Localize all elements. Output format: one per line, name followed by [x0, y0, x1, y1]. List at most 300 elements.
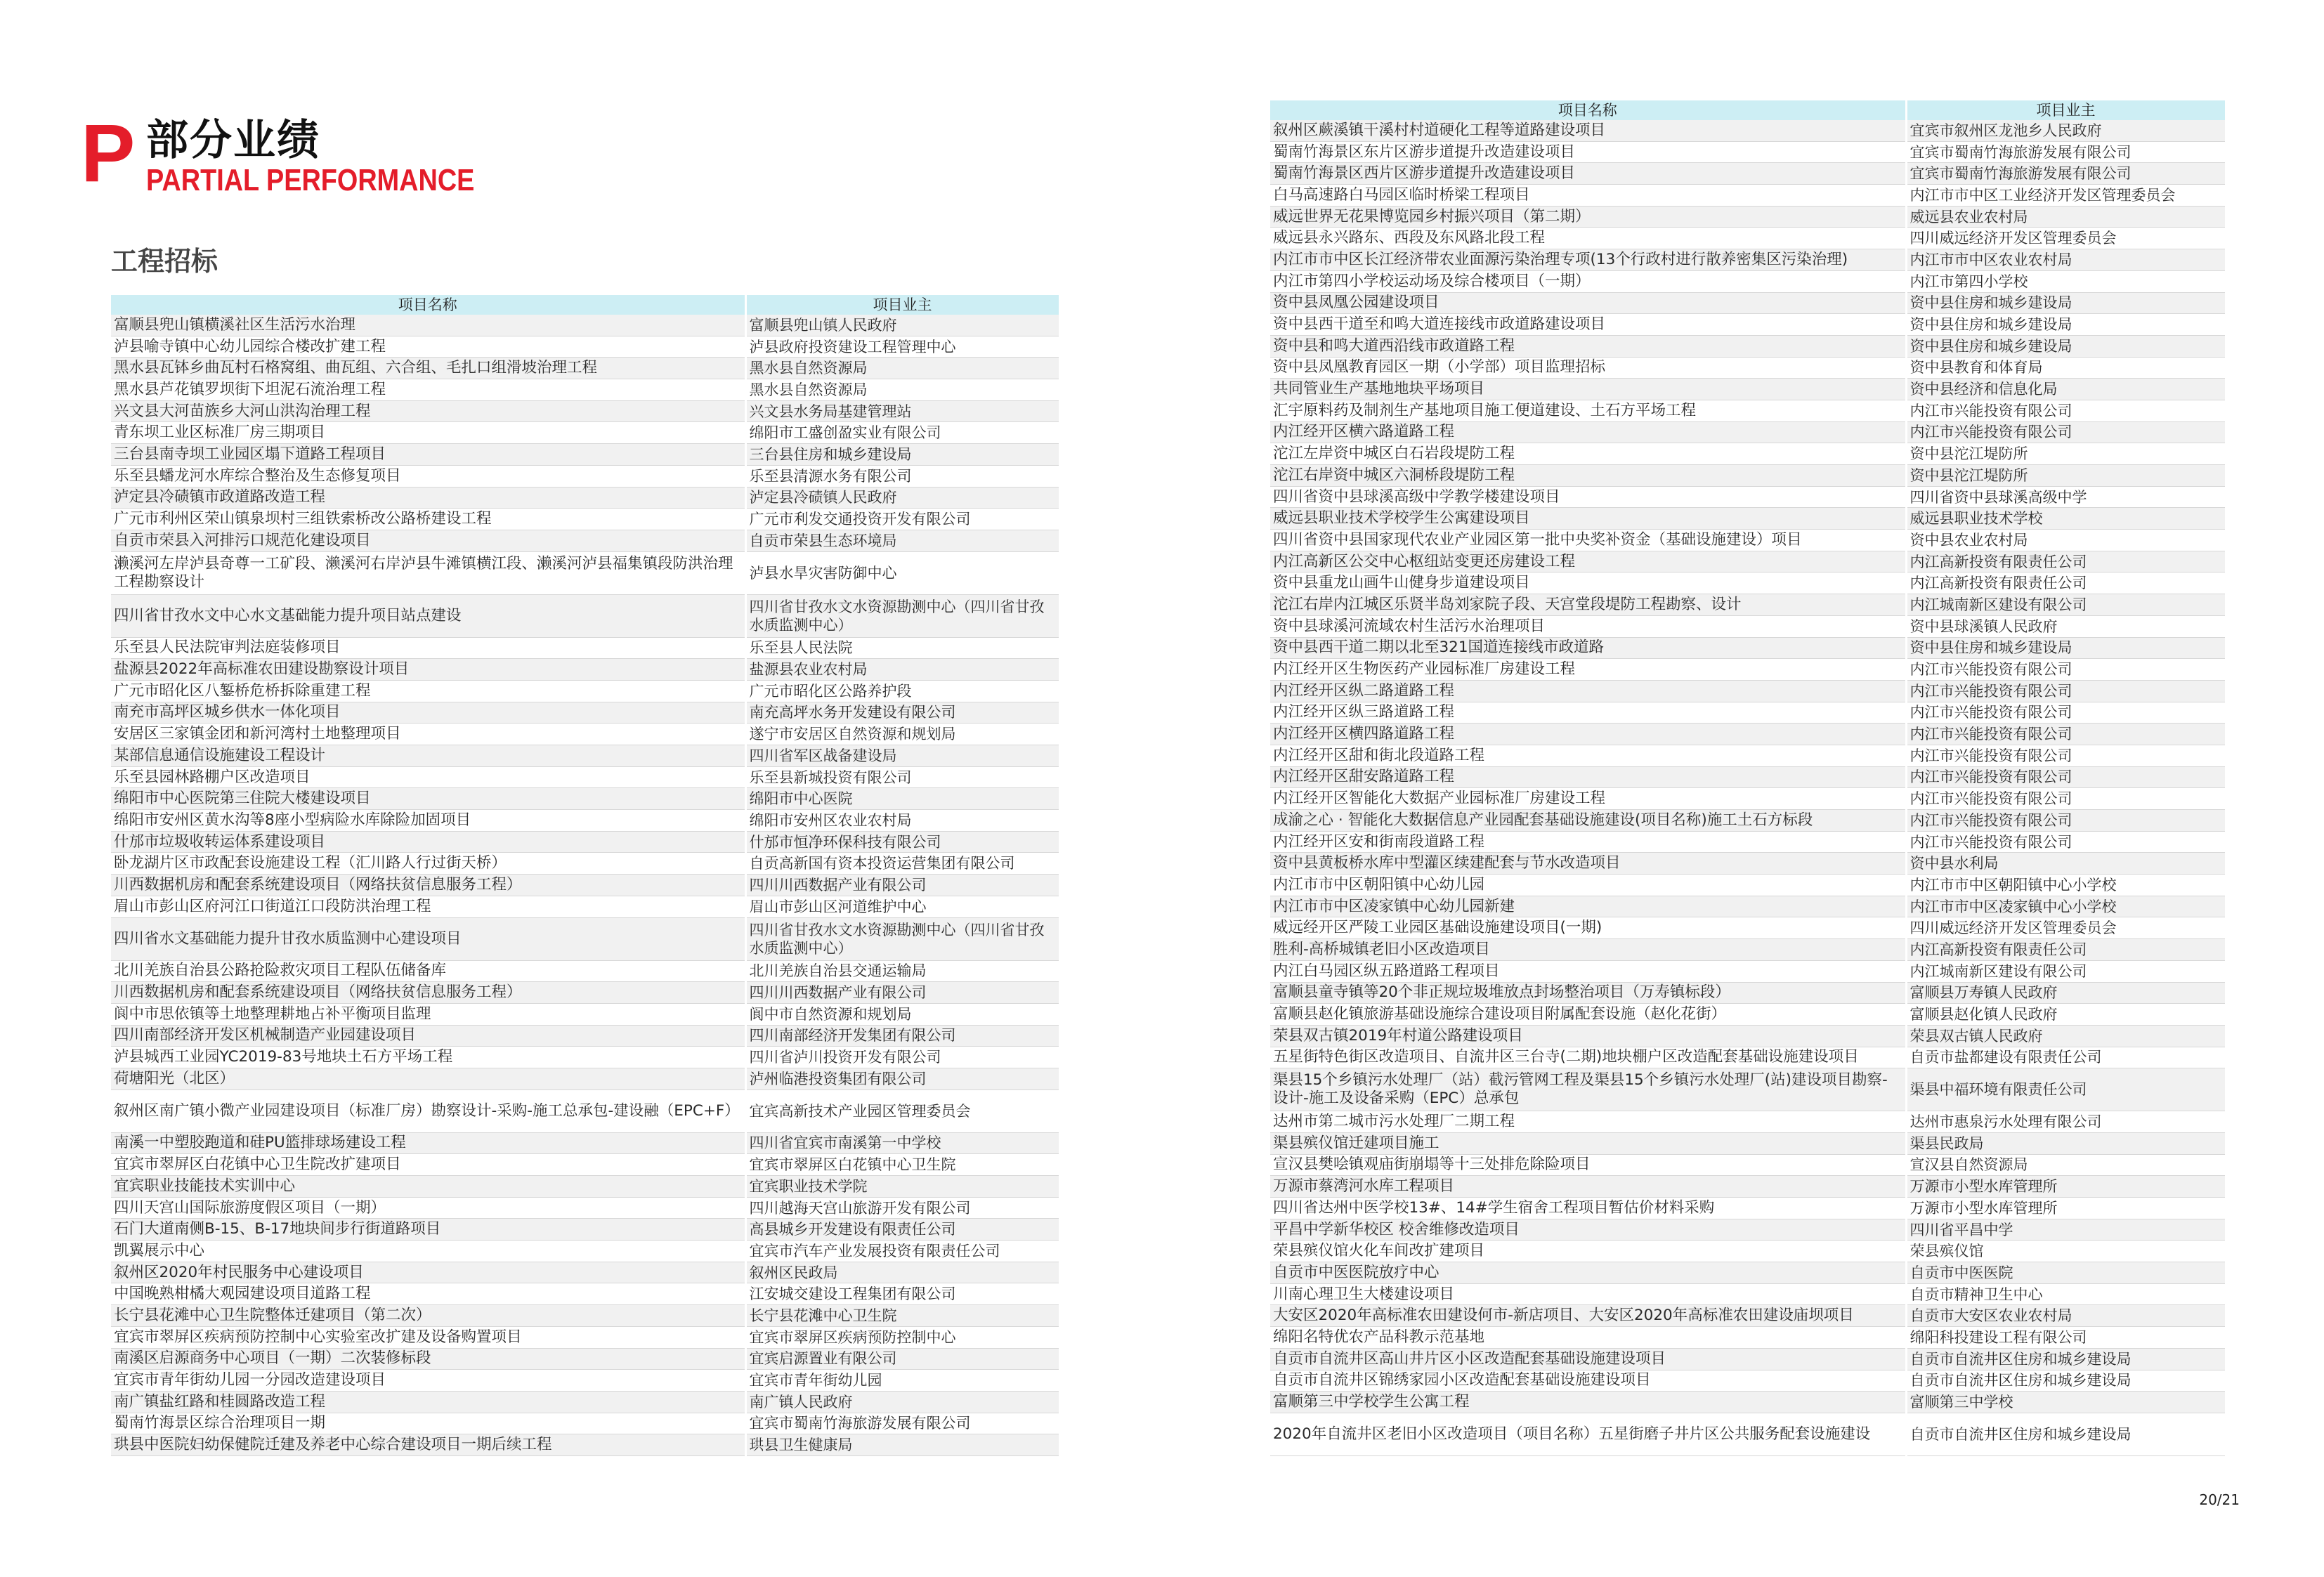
left-table-body: [111, 315, 1059, 1455]
project-name-cell: 自贡市自流井区高山井片区小区改造配套基础设施建设项目: [1270, 1348, 1906, 1370]
project-name-cell: 三台县南寺坝工业园区塌下道路工程项目: [111, 444, 745, 466]
project-name-cell: 沱江右岸内江城区乐贤半岛刘家院子段、天宫堂段堤防工程勘察、设计: [1270, 594, 1906, 616]
project-name-cell: 宜宾市翠屏区白花镇中心卫生院改扩建项目: [111, 1154, 745, 1176]
table-row: [111, 1089, 1059, 1132]
table-row: [111, 422, 1059, 444]
project-name-cell: 沱江右岸资中城区六洞桥段堤防工程: [1270, 465, 1906, 487]
project-owner-cell: 自贡市荣县生态环境局: [745, 530, 1059, 551]
page-number: 20/21: [2199, 1491, 2240, 1508]
project-name-cell: 自贡市荣县入河排污口规范化建设项目: [111, 530, 745, 551]
right-performance-table: [1270, 100, 2227, 1456]
project-owner-cell: 宜宾市翠屏区白花镇中心卫生院: [745, 1154, 1059, 1176]
table-row: [111, 1283, 1059, 1305]
table-row: [1270, 163, 2226, 185]
table-row: [1270, 594, 2226, 616]
project-owner-cell: 兴文县水务局基建管理站: [745, 400, 1059, 422]
project-owner-cell: 宜宾启源置业有限公司: [745, 1348, 1059, 1370]
project-name-cell: 南溪区启源商务中心项目（一期）二次装修标段: [111, 1348, 745, 1370]
table-row: [1270, 1004, 2226, 1026]
table-row: [1270, 766, 2226, 788]
project-name-cell: 宜宾职业技能技术实训中心: [111, 1176, 745, 1198]
project-owner-cell: 内江市兴能投资有限公司: [1906, 680, 2226, 702]
project-name-cell: 荷塘阳光（北区）: [111, 1068, 745, 1089]
table-row: [111, 896, 1059, 917]
project-owner-cell: 南充高坪水务开发建设有限公司: [745, 702, 1059, 724]
project-name-cell: 川西数据机房和配套系统建设项目（网络扶贫信息服务工程）: [111, 875, 745, 896]
table-row: [111, 875, 1059, 896]
table-row: [1270, 724, 2226, 745]
project-name-cell: 某部信息通信设施建设工程设计: [111, 745, 745, 767]
project-owner-cell: 四川越海天宫山旅游开发有限公司: [745, 1197, 1059, 1219]
table-row: [111, 465, 1059, 487]
project-name-cell: 绵阳名特优农产品科教示范基地: [1270, 1327, 1906, 1349]
project-name-cell: 内江市第四小学校运动场及综合楼项目（一期）: [1270, 270, 1906, 292]
table-row: [1270, 1283, 2226, 1305]
table-row: [1270, 1327, 2226, 1349]
project-name-cell: 内江市市中区凌家镇中心幼儿园新建: [1270, 896, 1906, 917]
project-name-cell: 泸定县冷碛镇市政道路改造工程: [111, 487, 745, 509]
project-name-cell: 四川南部经济开发区机械制造产业园建设项目: [111, 1025, 745, 1047]
table-row: [111, 315, 1059, 336]
table-header-row: [1270, 100, 2226, 120]
project-name-cell: 富顺县童寺镇等20个非正规垃圾堆放点封场整治项目（万寿镇标段）: [1270, 982, 1906, 1004]
project-name-cell: 四川省资中县球溪高级中学教学楼建设项目: [1270, 486, 1906, 508]
project-owner-cell: 内江市兴能投资有限公司: [1906, 724, 2226, 745]
project-name-cell: 盐源县2022年高标准农田建设勘察设计项目: [111, 659, 745, 681]
project-name-cell: 卧龙湖片区市政配套设施建设工程（汇川路人行过街天桥）: [111, 853, 745, 875]
project-owner-cell: 北川羌族自治县交通运输局: [745, 960, 1059, 982]
project-owner-cell: 自贡市中医医院: [1906, 1262, 2226, 1284]
table-row: [1270, 1047, 2226, 1068]
table-row: [1270, 1198, 2226, 1219]
table-row: [1270, 292, 2226, 314]
project-name-cell: 兴文县大河苗族乡大河山洪沟治理工程: [111, 400, 745, 422]
project-name-cell: 广元市利州区荣山镇泉坝村三组铁索桥改公路桥建设工程: [111, 509, 745, 530]
project-owner-cell: 四川川西数据产业有限公司: [745, 875, 1059, 896]
table-row: [111, 379, 1059, 401]
table-row: [111, 509, 1059, 530]
table-row: [1270, 1348, 2226, 1370]
project-owner-cell: 四川省资中县球溪高级中学: [1906, 486, 2226, 508]
table-row: [1270, 960, 2226, 982]
project-owner-cell: 宜宾市青年街幼儿园: [745, 1370, 1059, 1392]
project-owner-cell: 内江市第四小学校: [1906, 270, 2226, 292]
project-owner-cell: 宜宾职业技术学院: [745, 1176, 1059, 1198]
project-owner-cell: 绵阳科投建设工程有限公司: [1906, 1327, 2226, 1349]
table-row: [1270, 1219, 2226, 1241]
project-name-cell: 威远县职业技术学校学生公寓建设项目: [1270, 508, 1906, 530]
table-row: [1270, 335, 2226, 357]
project-owner-cell: 自贡高新国有资本投资运营集团有限公司: [745, 853, 1059, 875]
project-name-cell: 资中县重龙山画牛山健身步道建设项目: [1270, 572, 1906, 594]
section-title: 工程招标: [111, 246, 218, 277]
project-name-cell: 南广镇盐红路和桂圆路改造工程: [111, 1391, 745, 1413]
project-owner-cell: 四川南部经济开发集团有限公司: [745, 1025, 1059, 1047]
project-name-cell: 叙州区蕨溪镇干溪村村道硬化工程等道路建设项目: [1270, 120, 1906, 141]
table-row: [111, 724, 1059, 745]
project-owner-cell: 乐至县清源水务有限公司: [745, 465, 1059, 487]
project-owner-cell: 资中县经济和信息化局: [1906, 379, 2226, 400]
column-header-project-owner: 项目业主: [745, 295, 1059, 315]
table-row: [111, 982, 1059, 1004]
table-row: [1270, 1392, 2226, 1413]
project-owner-cell: 内江高新投资有限责任公司: [1906, 572, 2226, 594]
table-row: [111, 1241, 1059, 1262]
project-name-cell: 中国晚熟柑橘大观园建设项目道路工程: [111, 1283, 745, 1305]
project-name-cell: 内江经开区甜安路道路工程: [1270, 766, 1906, 788]
project-name-cell: 内江经开区纵三路道路工程: [1270, 702, 1906, 724]
project-owner-cell: 资中县教育和体育局: [1906, 357, 2226, 379]
project-owner-cell: 乐至县人民法院: [745, 637, 1059, 659]
table-row: [1270, 1370, 2226, 1392]
project-owner-cell: 四川省宜宾市南溪第一中学校: [745, 1132, 1059, 1154]
project-owner-cell: 万源市小型水库管理所: [1906, 1176, 2226, 1198]
project-owner-cell: 万源市小型水库管理所: [1906, 1198, 2226, 1219]
project-name-cell: 富顺第三中学校学生公寓工程: [1270, 1392, 1906, 1413]
project-owner-cell: 荣县双古镇人民政府: [1906, 1025, 2226, 1047]
table-row: [1270, 228, 2226, 249]
table-row: [111, 1434, 1059, 1456]
table-row: [111, 1413, 1059, 1434]
project-name-cell: 北川羌族自治县公路抢险救灾项目工程队伍储备库: [111, 960, 745, 982]
table-row: [111, 1025, 1059, 1047]
project-owner-cell: 资中县住房和城乡建设局: [1906, 637, 2226, 659]
project-name-cell: 威远世界无花果博览园乡村振兴项目（第二期）: [1270, 206, 1906, 228]
table-row: [111, 1047, 1059, 1068]
project-name-cell: 内江经开区智能化大数据产业园标准厂房建设工程: [1270, 788, 1906, 810]
project-name-cell: 眉山市彭山区府河江口街道江口段防洪治理工程: [111, 896, 745, 917]
project-owner-cell: 宜宾市蜀南竹海旅游发展有限公司: [745, 1413, 1059, 1434]
project-name-cell: 2020年自流井区老旧小区改造项目（项目名称）五星街磨子井片区公共服务配套设施建设: [1270, 1413, 1906, 1455]
project-name-cell: 内江经开区甜和街北段道路工程: [1270, 745, 1906, 766]
page-title-en: PARTIAL PERFORMANCE: [146, 163, 475, 197]
table-row: [111, 1326, 1059, 1348]
project-owner-cell: 四川川西数据产业有限公司: [745, 982, 1059, 1004]
table-row: [111, 702, 1059, 724]
project-owner-cell: 富顺县万寿镇人民政府: [1906, 982, 2226, 1004]
project-name-cell: 资中县西干道二期以北至321国道连接线市政道路: [1270, 637, 1906, 659]
table-row: [111, 1262, 1059, 1283]
project-name-cell: 内江经开区安和街南段道路工程: [1270, 831, 1906, 853]
project-owner-cell: 盐源县农业农村局: [745, 659, 1059, 681]
table-row: [1270, 206, 2226, 228]
table-row: [1270, 745, 2226, 766]
project-name-cell: 资中县凤凰公园建设项目: [1270, 292, 1906, 314]
table-row: [111, 810, 1059, 832]
table-row: [1270, 615, 2226, 637]
project-name-cell: 内江市市中区长江经济带农业面源污染治理专项(13个行政村进行散养密集区污染治理): [1270, 249, 1906, 271]
project-owner-cell: 四川省甘孜水文水资源勘测中心（四川省甘孜水质监测中心）: [745, 917, 1059, 960]
table-row: [111, 1391, 1059, 1413]
project-name-cell: 威远县永兴路东、西段及东风路北段工程: [1270, 228, 1906, 249]
project-name-cell: 乐至县蟠龙河水库综合整治及生态修复项目: [111, 465, 745, 487]
project-owner-cell: 渠县民政局: [1906, 1132, 2226, 1154]
project-owner-cell: 内江市兴能投资有限公司: [1906, 421, 2226, 443]
project-name-cell: 绵阳市安州区黄水沟等8座小型病险水库除险加固项目: [111, 810, 745, 832]
table-row: [1270, 853, 2226, 875]
project-name-cell: 长宁县花滩中心卫生院整体迁建项目（第二次）: [111, 1305, 745, 1327]
table-row: [1270, 1154, 2226, 1176]
project-owner-cell: 阆中市自然资源和规划局: [745, 1003, 1059, 1025]
project-owner-cell: 什邡市恒净环保科技有限公司: [745, 831, 1059, 853]
page-title-cn: 部分业绩: [146, 116, 320, 165]
project-owner-cell: 三台县住房和城乡建设局: [745, 444, 1059, 466]
table-row: [1270, 1025, 2226, 1047]
project-name-cell: 四川省甘孜水文中心水文基础能力提升项目站点建设: [111, 594, 745, 637]
project-name-cell: 威远经开区严陵工业园区基础设施建设项目(一期): [1270, 917, 1906, 939]
table-row: [111, 1197, 1059, 1219]
project-name-cell: 内江市市中区朝阳镇中心幼儿园: [1270, 875, 1906, 896]
project-name-cell: 南充市高坪区城乡供水一体化项目: [111, 702, 745, 724]
project-owner-cell: 内江高新投资有限责任公司: [1906, 551, 2226, 572]
project-name-cell: 濑溪河左岸泸县奇尊一工矿段、濑溪河右岸泸县牛滩镇横江段、濑溪河泸县福集镇段防洪治理工程勘察设计: [111, 551, 745, 594]
table-row: [111, 831, 1059, 853]
table-row: [1270, 185, 2226, 207]
table-row: [111, 530, 1059, 551]
project-name-cell: 渠县15个乡镇污水处理厂（站）截污管网工程及渠县15个乡镇污水处理厂(站)建设项目勘察-设计-施工及设备采购（EPC）总承包: [1270, 1068, 1906, 1111]
project-owner-cell: 达州市惠泉污水处理有限公司: [1906, 1111, 2226, 1133]
project-name-cell: 叙州区南广镇小微产业园建设项目（标准厂房）勘察设计-采购-施工总承包-建设融（EPC+F）: [111, 1089, 745, 1132]
project-name-cell: 自贡市中医医院放疗中心: [1270, 1262, 1906, 1284]
table-row: [1270, 875, 2226, 896]
project-owner-cell: 泸县政府投资建设工程管理中心: [745, 336, 1059, 358]
table-row: [111, 1154, 1059, 1176]
project-owner-cell: 广元市利发交通投资开发有限公司: [745, 509, 1059, 530]
project-name-cell: 汇宇原料药及制剂生产基地项目施工便道建设、土石方平场工程: [1270, 400, 1906, 421]
project-name-cell: 叙州区2020年村民服务中心建设项目: [111, 1262, 745, 1283]
column-header-project-name: 项目名称: [111, 295, 745, 315]
project-name-cell: 内江经开区横六路道路工程: [1270, 421, 1906, 443]
project-owner-cell: 威远县农业农村局: [1906, 206, 2226, 228]
table-row: [1270, 1241, 2226, 1262]
project-owner-cell: 乐至县新城投资有限公司: [745, 766, 1059, 788]
project-owner-cell: 荣县殡仪馆: [1906, 1241, 2226, 1262]
table-row: [111, 1132, 1059, 1154]
project-name-cell: 宣汉县樊哙镇观庙街崩塌等十三处排危除险项目: [1270, 1154, 1906, 1176]
left-performance-table: [111, 295, 1061, 1456]
project-owner-cell: 富顺县赵化镇人民政府: [1906, 1004, 2226, 1026]
table-row: [111, 336, 1059, 358]
project-name-cell: 内江经开区纵二路道路工程: [1270, 680, 1906, 702]
project-name-cell: 川南心理卫生大楼建设项目: [1270, 1283, 1906, 1305]
project-owner-cell: 内江市兴能投资有限公司: [1906, 745, 2226, 766]
project-name-cell: 泸县城西工业园YC2019-83号地块土石方平场工程: [111, 1047, 745, 1068]
project-name-cell: 阆中市思依镇等土地整理耕地占补平衡项目监理: [111, 1003, 745, 1025]
project-owner-cell: 自贡市自流井区住房和城乡建设局: [1906, 1370, 2226, 1392]
project-owner-cell: 自贡市自流井区住房和城乡建设局: [1906, 1348, 2226, 1370]
table-row: [111, 853, 1059, 875]
project-name-cell: 荣县双古镇2019年村道公路建设项目: [1270, 1025, 1906, 1047]
project-owner-cell: 资中县球溪镇人民政府: [1906, 615, 2226, 637]
project-name-cell: 蜀南竹海景区东片区游步道提升改造建设项目: [1270, 141, 1906, 163]
project-name-cell: 凯翼展示中心: [111, 1241, 745, 1262]
project-owner-cell: 内江市兴能投资有限公司: [1906, 810, 2226, 832]
project-name-cell: 蜀南竹海景区综合治理项目一期: [111, 1413, 745, 1434]
project-owner-cell: 内江市兴能投资有限公司: [1906, 766, 2226, 788]
project-name-cell: 大安区2020年高标准农田建设何市-新店项目、大安区2020年高标准农田建设庙坝项目: [1270, 1305, 1906, 1327]
table-row: [1270, 551, 2226, 572]
project-name-cell: 自贡市自流井区锦绣家园小区改造配套基础设施建设项目: [1270, 1370, 1906, 1392]
project-owner-cell: 宜宾市翠屏区疾病预防控制中心: [745, 1326, 1059, 1348]
project-owner-cell: 内江市市中区农业农村局: [1906, 249, 2226, 271]
project-owner-cell: 内江市兴能投资有限公司: [1906, 659, 2226, 681]
project-owner-cell: 内江市兴能投资有限公司: [1906, 788, 2226, 810]
project-name-cell: 内江高新区公交中心枢纽站变更还房建设工程: [1270, 551, 1906, 572]
table-row: [1270, 421, 2226, 443]
project-name-cell: 川西数据机房和配套系统建设项目（网络扶贫信息服务工程）: [111, 982, 745, 1004]
table-row: [1270, 508, 2226, 530]
project-name-cell: 绵阳市中心医院第三住院大楼建设项目: [111, 788, 745, 810]
table-row: [1270, 314, 2226, 336]
project-owner-cell: 内江市市中区朝阳镇中心小学校: [1906, 875, 2226, 896]
table-row: [1270, 1132, 2226, 1154]
project-owner-cell: 四川省军区战备建设局: [745, 745, 1059, 767]
project-name-cell: 富顺县赵化镇旅游基础设施综合建设项目附属配套设施（赵化花街）: [1270, 1004, 1906, 1026]
table-row: [111, 594, 1059, 637]
table-row: [111, 917, 1059, 960]
project-owner-cell: 富顺第三中学校: [1906, 1392, 2226, 1413]
table-row: [111, 1219, 1059, 1241]
project-owner-cell: 绵阳市安州区农业农村局: [745, 810, 1059, 832]
project-name-cell: 渠县殡仪馆迁建项目施工: [1270, 1132, 1906, 1154]
project-name-cell: 内江经开区横四路道路工程: [1270, 724, 1906, 745]
project-owner-cell: 内江市兴能投资有限公司: [1906, 702, 2226, 724]
project-owner-cell: 泸州临港投资集团有限公司: [745, 1068, 1059, 1089]
project-name-cell: 乐至县园林路棚户区改造项目: [111, 766, 745, 788]
project-owner-cell: 内江市市中区工业经济开发区管理委员会: [1906, 185, 2226, 207]
project-owner-cell: 宜宾市汽车产业发展投资有限责任公司: [745, 1241, 1059, 1262]
project-owner-cell: 自贡市大安区农业农村局: [1906, 1305, 2226, 1327]
project-name-cell: 蜀南竹海景区西片区游步道提升改造建设项目: [1270, 163, 1906, 185]
table-row: [111, 680, 1059, 702]
project-owner-cell: 珙县卫生健康局: [745, 1434, 1059, 1456]
table-row: [1270, 1305, 2226, 1327]
logo-letter: P: [81, 107, 133, 199]
project-name-cell: 胜利-高桥城镇老旧小区改造项目: [1270, 939, 1906, 961]
project-owner-cell: 内江市兴能投资有限公司: [1906, 400, 2226, 421]
table-row: [1270, 1068, 2226, 1111]
project-name-cell: 达州市第二城市污水处理厂二期工程: [1270, 1111, 1906, 1133]
project-name-cell: 资中县凤凰教育园区一期（小学部）项目监理招标: [1270, 357, 1906, 379]
project-owner-cell: 自贡市盐都建设有限责任公司: [1906, 1047, 2226, 1068]
project-name-cell: 资中县西干道至和鸣大道连接线市政道路建设项目: [1270, 314, 1906, 336]
project-owner-cell: 黑水县自然资源局: [745, 379, 1059, 401]
project-name-cell: 资中县黄板桥水库中型灌区续建配套与节水改造项目: [1270, 853, 1906, 875]
table-row: [111, 551, 1059, 594]
project-owner-cell: 威远县职业技术学校: [1906, 508, 2226, 530]
project-name-cell: 四川省达州中医学校13#、14#学生宿舍工程项目暂估价材料采购: [1270, 1198, 1906, 1219]
project-name-cell: 黑水县瓦钵乡曲瓦村石格窝组、曲瓦组、六合组、毛扎口组滑坡治理工程: [111, 358, 745, 379]
project-owner-cell: 资中县住房和城乡建设局: [1906, 314, 2226, 336]
table-row: [1270, 788, 2226, 810]
table-row: [1270, 443, 2226, 465]
table-row: [111, 487, 1059, 509]
table-row: [1270, 530, 2226, 551]
project-name-cell: 黑水县芦花镇罗坝街下坦泥石流治理工程: [111, 379, 745, 401]
table-row: [111, 788, 1059, 810]
table-row: [1270, 120, 2226, 141]
table-row: [111, 1176, 1059, 1198]
project-name-cell: 内江经开区生物医药产业园标准厂房建设工程: [1270, 659, 1906, 681]
project-name-cell: 什邡市垃圾收转运体系建设项目: [111, 831, 745, 853]
project-owner-cell: 宜宾高新技术产业园区管理委员会: [745, 1089, 1059, 1132]
table-row: [1270, 917, 2226, 939]
project-owner-cell: 泸县水旱灾害防御中心: [745, 551, 1059, 594]
project-name-cell: 青东坝工业区标准厂房三期项目: [111, 422, 745, 444]
project-name-cell: 四川天宫山国际旅游度假区项目（一期）: [111, 1197, 745, 1219]
project-name-cell: 珙县中医院妇幼保健院迁建及养老中心综合建设项目一期后续工程: [111, 1434, 745, 1456]
project-owner-cell: 眉山市彭山区河道维护中心: [745, 896, 1059, 917]
project-name-cell: 四川省水文基础能力提升甘孜水质监测中心建设项目: [111, 917, 745, 960]
project-owner-cell: 宣汉县自然资源局: [1906, 1154, 2226, 1176]
table-row: [1270, 249, 2226, 271]
project-owner-cell: 资中县农业农村局: [1906, 530, 2226, 551]
table-row: [111, 1370, 1059, 1392]
project-owner-cell: 四川省甘孜水文水资源勘测中心（四川省甘孜水质监测中心）: [745, 594, 1059, 637]
table-row: [111, 960, 1059, 982]
project-owner-cell: 内江高新投资有限责任公司: [1906, 939, 2226, 961]
table-row: [1270, 572, 2226, 594]
project-owner-cell: 宜宾市叙州区龙池乡人民政府: [1906, 120, 2226, 141]
project-owner-cell: 绵阳市工盛创盈实业有限公司: [745, 422, 1059, 444]
project-owner-cell: 泸定县冷碛镇人民政府: [745, 487, 1059, 509]
table-row: [1270, 379, 2226, 400]
project-owner-cell: 宜宾市蜀南竹海旅游发展有限公司: [1906, 163, 2226, 185]
table-row: [1270, 831, 2226, 853]
project-owner-cell: 遂宁市安居区自然资源和规划局: [745, 724, 1059, 745]
project-owner-cell: 四川威远经济开发区管理委员会: [1906, 917, 2226, 939]
table-row: [1270, 270, 2226, 292]
table-row: [111, 1348, 1059, 1370]
table-row: [111, 358, 1059, 379]
project-name-cell: 富顺县兜山镇横溪社区生活污水治理: [111, 315, 745, 336]
table-row: [1270, 810, 2226, 832]
table-row: [111, 745, 1059, 767]
table-row: [111, 1068, 1059, 1089]
table-row: [1270, 465, 2226, 487]
table-row: [1270, 680, 2226, 702]
table-row: [1270, 1111, 2226, 1133]
project-name-cell: 白马高速路白马园区临时桥梁工程项目: [1270, 185, 1906, 207]
project-name-cell: 内江白马园区纵五路道路工程项目: [1270, 960, 1906, 982]
table-row: [1270, 1262, 2226, 1284]
table-row: [1270, 939, 2226, 961]
project-owner-cell: 资中县水利局: [1906, 853, 2226, 875]
project-owner-cell: 渠县中福环境有限责任公司: [1906, 1068, 2226, 1111]
table-row: [111, 444, 1059, 466]
project-name-cell: 泸县喻寺镇中心幼儿园综合楼改扩建工程: [111, 336, 745, 358]
project-name-cell: 平昌中学新华校区 校舍维修改造项目: [1270, 1219, 1906, 1241]
table-row: [1270, 659, 2226, 681]
project-name-cell: 乐至县人民法院审判法庭装修项目: [111, 637, 745, 659]
brand-logo: [81, 107, 144, 199]
project-name-cell: 安居区三家镇金团和新河湾村土地整理项目: [111, 724, 745, 745]
project-name-cell: 资中县球溪河流域农村生活污水治理项目: [1270, 615, 1906, 637]
project-name-cell: 成渝之心 · 智能化大数据信息产业园配套基础设施建设(项目名称)施工土石方标段: [1270, 810, 1906, 832]
project-owner-cell: 内江市市中区凌家镇中心小学校: [1906, 896, 2226, 917]
project-name-cell: 荣县殡仪馆火化车间改扩建项目: [1270, 1241, 1906, 1262]
table-row: [1270, 982, 2226, 1004]
project-owner-cell: 资中县住房和城乡建设局: [1906, 335, 2226, 357]
project-owner-cell: 叙州区民政局: [745, 1262, 1059, 1283]
project-owner-cell: 资中县沱江堤防所: [1906, 443, 2226, 465]
project-owner-cell: 内江市兴能投资有限公司: [1906, 831, 2226, 853]
project-owner-cell: 高县城乡开发建设有限责任公司: [745, 1219, 1059, 1241]
project-owner-cell: 江安城交建设工程集团有限公司: [745, 1283, 1059, 1305]
column-header-project-owner: 项目业主: [1906, 100, 2226, 120]
column-header-project-name: 项目名称: [1270, 100, 1906, 120]
table-row: [111, 659, 1059, 681]
